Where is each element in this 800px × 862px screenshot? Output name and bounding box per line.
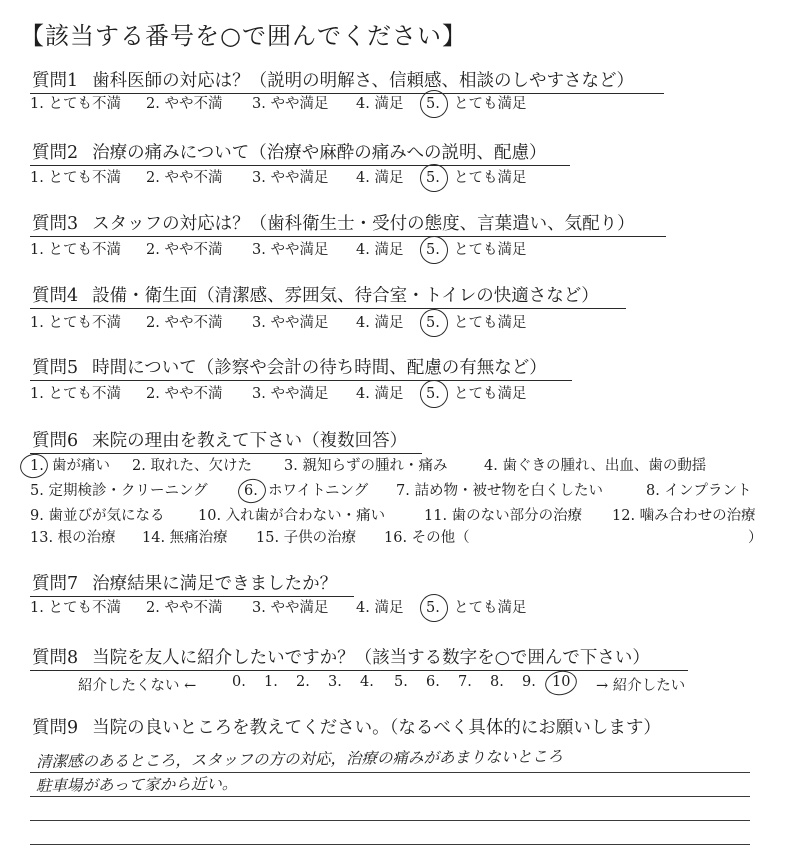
question-2-option-2[interactable]: 2. やや不満: [146, 170, 223, 186]
selection-circle-q7-5: [417, 591, 450, 624]
referral-score-0[interactable]: 0.: [232, 674, 246, 690]
question-5-option-1[interactable]: 1. とても不満: [30, 386, 121, 402]
reason-option-12[interactable]: 12. 噛み合わせの治療: [612, 508, 756, 524]
question-3-option-4[interactable]: 4. 満足: [356, 242, 404, 258]
question-6-number: 質問6: [32, 431, 79, 451]
handwritten-answer-line-1: 清潔感のあるところ，スタッフの方の対応，治療の痛みがあまりないところ: [35, 747, 564, 771]
question-2-underline: [30, 165, 570, 166]
selection-circle-q5-5: [417, 377, 450, 410]
question-5-text: 時間について（診察や会計の待ち時間、配慮の有無など）: [92, 358, 547, 378]
question-7-option-4[interactable]: 4. 満足: [356, 600, 404, 616]
question-4-option-5[interactable]: 5.: [426, 315, 440, 331]
reason-option-13[interactable]: 13. 根の治療: [30, 530, 116, 546]
reason-option-7[interactable]: 7. 詰め物・被せ物を白くしたい: [396, 483, 603, 499]
reason-option-14[interactable]: 14. 無痛治療: [142, 530, 228, 546]
question-9-text: 当院の良いところを教えてください。（なるべく具体的にお願いします）: [92, 718, 661, 738]
question-1-number: 質問1: [32, 71, 79, 91]
reason-option-2[interactable]: 2. 取れた、欠けた: [132, 458, 252, 474]
reason-option-4[interactable]: 4. 歯ぐきの腫れ、出血、歯の動揺: [484, 458, 707, 474]
referral-right-label: → 紹介したい: [596, 678, 686, 694]
reason-other-close-paren: ）: [748, 530, 763, 546]
reason-option-5[interactable]: 5. 定期検診・クリーニング: [30, 483, 208, 499]
referral-score-4[interactable]: 4.: [360, 674, 374, 690]
question-2-number: 質問2: [32, 143, 79, 163]
selection-circle-q6-option-6: [236, 476, 268, 505]
question-4-option-4[interactable]: 4. 満足: [356, 315, 404, 331]
handwritten-answer-line-2: 駐車場があって家から近い。: [35, 774, 238, 795]
question-4-option-3[interactable]: 3. やや満足: [252, 315, 329, 331]
question-1: [32, 70, 634, 92]
reason-option-10[interactable]: 10. 入れ歯が合わない・痛い: [198, 508, 386, 524]
question-4-number: 質問4: [32, 286, 79, 306]
selection-circle-q4-5: [417, 306, 450, 339]
question-1-underline: [30, 93, 664, 94]
referral-score-2[interactable]: 2.: [296, 674, 310, 690]
selection-circle-q6-option-1: [18, 451, 50, 480]
reason-option-1-label: 歯が痛い: [52, 458, 110, 474]
question-5-option-3[interactable]: 3. やや満足: [252, 386, 329, 402]
question-7-option-5[interactable]: 5.: [426, 600, 440, 616]
question-5-option-5[interactable]: 5.: [426, 386, 440, 402]
question-6: [32, 430, 407, 452]
referral-score-10[interactable]: 10: [552, 674, 571, 690]
question-2-option-1[interactable]: 1. とても不満: [30, 170, 121, 186]
question-2-option-5[interactable]: 5.: [426, 170, 440, 186]
question-2-text: 治療の痛みについて（治療や麻酔の痛みへの説明、配慮）: [92, 143, 547, 163]
question-5-underline: [30, 380, 572, 381]
question-4-option-1[interactable]: 1. とても不満: [30, 315, 121, 331]
selection-circle-q8-10: [543, 668, 579, 698]
question-1-option-5-label: とても満足: [454, 96, 527, 112]
question-7: [32, 573, 337, 595]
question-4-option-2[interactable]: 2. やや不満: [146, 315, 223, 331]
question-7-option-2[interactable]: 2. やや不満: [146, 600, 223, 616]
question-1-text: 歯科医師の対応は？（説明の明解さ、信頼感、相談のしやすさなど）: [92, 71, 634, 91]
question-8-text: 当院を友人に紹介したいですか？（該当する数字を○で囲んで下さい）: [92, 648, 650, 668]
question-4-text: 設備・衛生面（清潔感、雰囲気、待合室・トイレの快適さなど）: [92, 286, 599, 306]
question-5-option-2[interactable]: 2. やや不満: [146, 386, 223, 402]
referral-score-9[interactable]: 9.: [522, 674, 536, 690]
question-2-option-3[interactable]: 3. やや満足: [252, 170, 329, 186]
question-1-option-1[interactable]: 1. とても不満: [30, 96, 121, 112]
question-3-option-5-label: とても満足: [454, 242, 527, 258]
reason-option-11[interactable]: 11. 歯のない部分の治療: [424, 508, 583, 524]
question-5: [32, 357, 547, 379]
referral-score-7[interactable]: 7.: [458, 674, 472, 690]
question-2-option-4[interactable]: 4. 満足: [356, 170, 404, 186]
referral-score-1[interactable]: 1.: [264, 674, 278, 690]
reason-option-6-label: ホワイトニング: [268, 483, 369, 499]
referral-score-8[interactable]: 8.: [490, 674, 504, 690]
question-3-text: スタッフの対応は？（歯科衛生士・受付の態度、言葉遣い、気配り）: [92, 214, 635, 234]
selection-circle-q2-5: [417, 161, 450, 194]
reason-option-8[interactable]: 8. インプラント: [646, 483, 752, 499]
answer-line-3: [30, 820, 750, 821]
question-4-option-5-label: とても満足: [454, 315, 527, 331]
question-3-option-3[interactable]: 3. やや満足: [252, 242, 329, 258]
reason-option-6-number[interactable]: 6.: [244, 483, 258, 499]
question-3-option-1[interactable]: 1. とても不満: [30, 242, 121, 258]
question-4-underline: [30, 308, 626, 309]
question-7-option-1[interactable]: 1. とても不満: [30, 600, 121, 616]
question-5-option-5-label: とても満足: [454, 386, 527, 402]
answer-line-2: [30, 796, 750, 797]
question-1-option-5[interactable]: 5.: [426, 96, 440, 112]
question-6-underline: [30, 453, 422, 454]
question-1-option-2[interactable]: 2. やや不満: [146, 96, 223, 112]
question-2-option-5-label: とても満足: [454, 170, 527, 186]
question-7-number: 質問7: [32, 574, 79, 594]
reason-option-3[interactable]: 3. 親知らずの腫れ・痛み: [284, 458, 448, 474]
question-3: [32, 213, 635, 235]
reason-option-1-number[interactable]: 1.: [30, 458, 44, 474]
selection-circle-q3-5: [417, 233, 450, 266]
answer-line-4: [30, 844, 750, 845]
question-9-number: 質問9: [32, 718, 79, 738]
question-6-text: 来院の理由を教えて下さい（複数回答）: [92, 431, 408, 451]
question-3-option-5[interactable]: 5.: [426, 242, 440, 258]
question-5-option-4[interactable]: 4. 満足: [356, 386, 404, 402]
reason-option-15[interactable]: 15. 子供の治療: [256, 530, 357, 546]
question-1-option-3[interactable]: 3. やや満足: [252, 96, 329, 112]
question-3-option-2[interactable]: 2. やや不満: [146, 242, 223, 258]
referral-left-label: 紹介したくない ←: [78, 678, 197, 694]
referral-score-5[interactable]: 5.: [394, 674, 408, 690]
question-8-underline: [30, 670, 688, 671]
question-7-option-5-label: とても満足: [454, 600, 527, 616]
question-8-number: 質問8: [32, 648, 79, 668]
question-2: [32, 142, 546, 164]
reason-option-16[interactable]: 16. その他（: [384, 530, 470, 546]
question-7-option-3[interactable]: 3. やや満足: [252, 600, 329, 616]
question-3-number: 質問3: [32, 214, 79, 234]
reason-option-9[interactable]: 9. 歯並びが気になる: [30, 508, 165, 524]
question-5-number: 質問5: [32, 358, 79, 378]
question-1-option-4[interactable]: 4. 満足: [356, 96, 404, 112]
referral-score-3[interactable]: 3.: [328, 674, 342, 690]
form-title: 【該当する番号を○で囲んでください】: [20, 22, 467, 50]
question-3-underline: [30, 236, 666, 237]
question-9: [32, 717, 661, 739]
question-4: [32, 285, 599, 307]
referral-score-6[interactable]: 6.: [426, 674, 440, 690]
question-7-text: 治療結果に満足できましたか？: [92, 574, 338, 594]
question-8: [32, 647, 650, 669]
question-7-underline: [30, 596, 354, 597]
